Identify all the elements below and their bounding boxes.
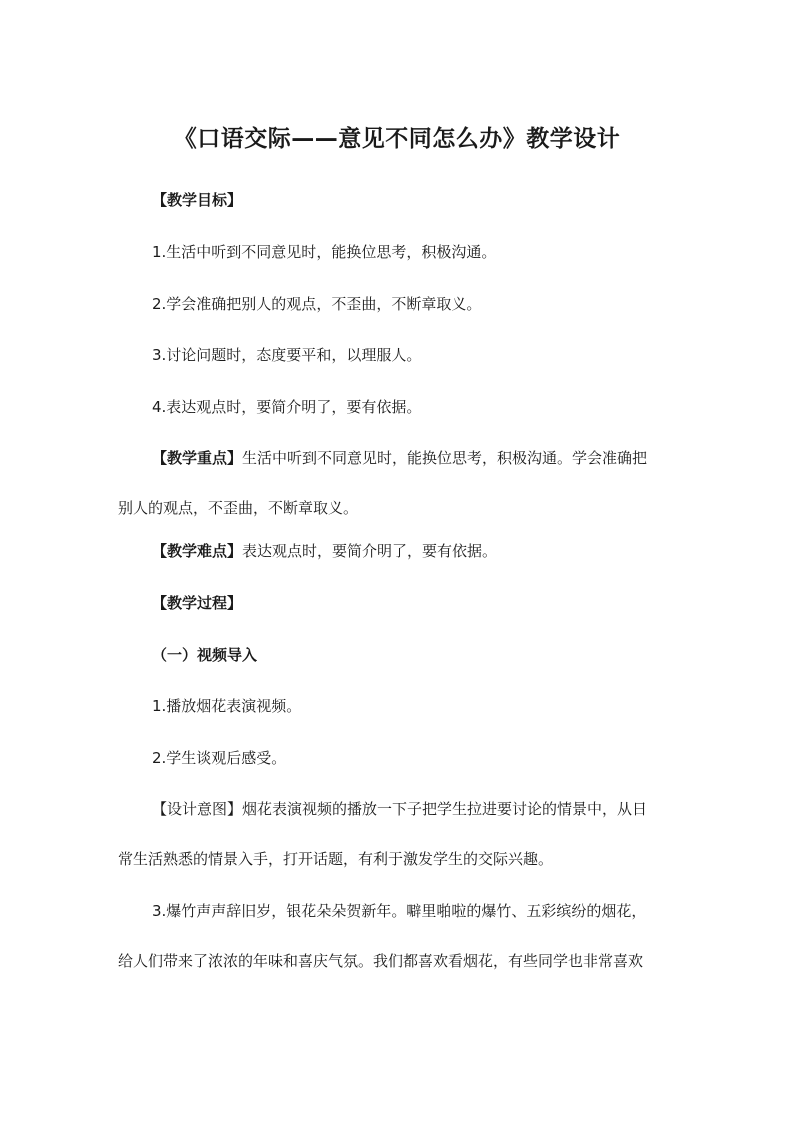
key-points-paragraph xyxy=(118,433,690,533)
difficulty-paragraph xyxy=(118,537,724,565)
document-title: 《口语交际——意见不同怎么办》教学设计 xyxy=(173,126,621,152)
difficulty-text: 表达观点时，要简介明了，要有依据。 xyxy=(242,542,498,560)
goal-item-4: 4.表达观点时，要简介明了，要有依据。 xyxy=(152,398,422,416)
design-intent-line2: 常生活熟悉的情景入手，打开话题，有利于激发学生的交际兴趣。 xyxy=(118,850,554,868)
step3-line1: 3.爆竹声声辞旧岁，银花朵朵贺新年。噼里啪啦的爆竹、五彩缤纷的烟花， xyxy=(152,902,647,920)
design-intent-label: 【设计意图】 xyxy=(152,800,243,818)
step-item-1: 1.播放烟花表演视频。 xyxy=(152,697,302,715)
process-heading: 【教学过程】 xyxy=(152,594,243,612)
step3-paragraph xyxy=(118,886,690,986)
section1-heading: （一）视频导入 xyxy=(152,646,258,664)
key-points-text-line2: 别人的观点，不歪曲，不断章取义。 xyxy=(118,499,359,517)
goal-item-3: 3.讨论问题时，态度要平和，以理服人。 xyxy=(152,346,422,364)
design-intent-line1: 烟花表演视频的播放一下子把学生拉进要讨论的情景中，从日 xyxy=(242,800,648,818)
difficulty-label: 【教学难点】 xyxy=(152,542,243,560)
step3-line2: 给人们带来了浓浓的年味和喜庆气氛。我们都喜欢看烟花，有些同学也非常喜欢 xyxy=(118,952,644,970)
key-points-text-line1: 生活中听到不同意见时，能换位思考，积极沟通。学会准确把 xyxy=(242,449,648,467)
goal-item-2: 2.学会准确把别人的观点，不歪曲，不断章取义。 xyxy=(152,295,482,313)
design-intent-paragraph xyxy=(118,784,690,884)
step-item-2: 2.学生谈观后感受。 xyxy=(152,749,287,767)
key-points-label: 【教学重点】 xyxy=(152,449,243,467)
goal-heading: 【教学目标】 xyxy=(152,191,243,209)
goal-item-1: 1.生活中听到不同意见时，能换位思考，积极沟通。 xyxy=(152,243,497,261)
